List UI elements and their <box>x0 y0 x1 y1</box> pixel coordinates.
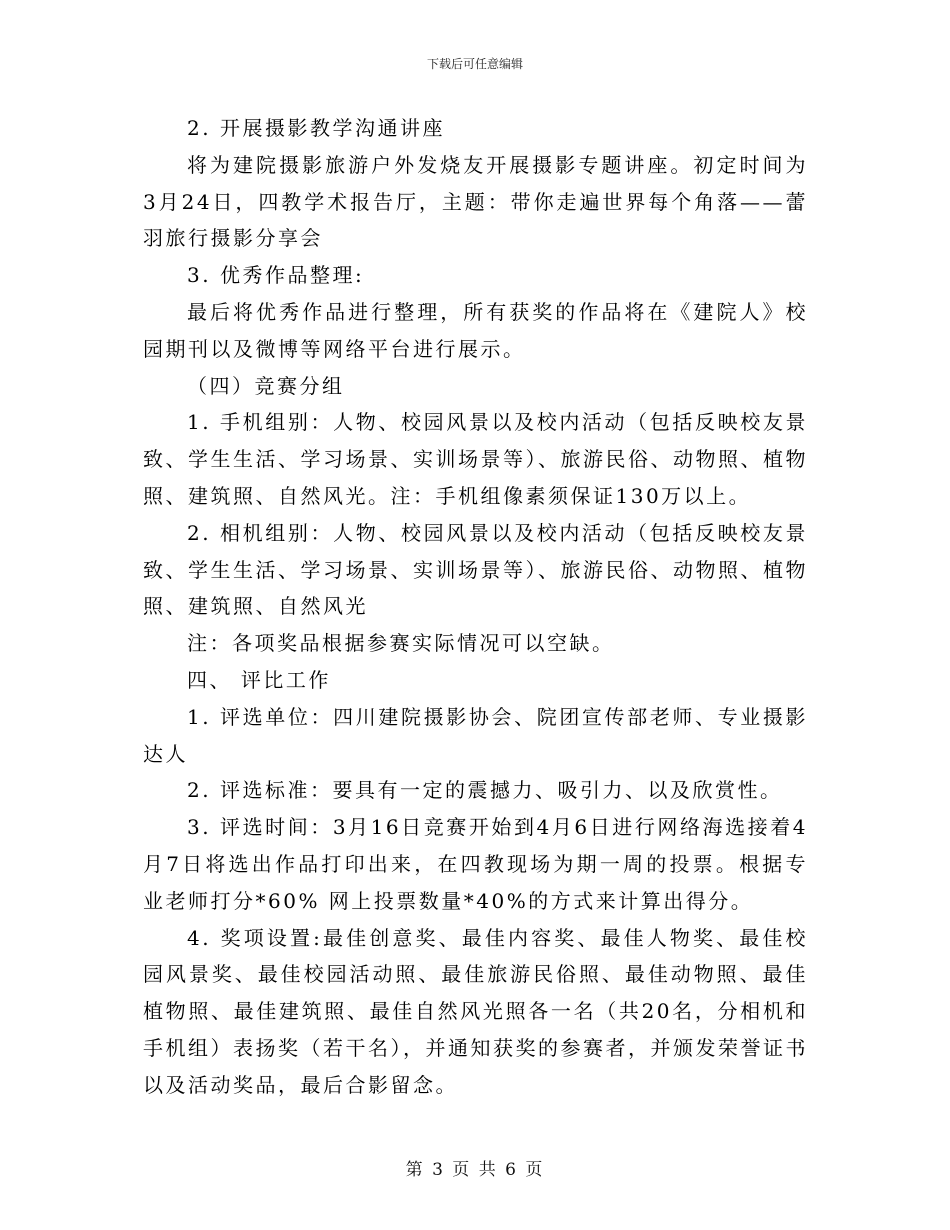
paragraph-lecture-heading: 2. 开展摄影教学沟通讲座 <box>187 116 445 140</box>
section-heading-groups: （四）竞赛分组 <box>187 373 345 398</box>
paragraph-judging-units: 1. 评选单位：四川建院摄影协会、院团宣传部老师、专业摄影达人 <box>143 704 808 766</box>
paragraph-camera-group: 2. 相机组别：人物、校园风景以及校内活动（包括反映校友景致、学生生活、学习场景、实训场景等）、旅游民俗、动物照、植物照、建筑照、自然风光 <box>143 520 808 619</box>
page-number: 第 3 页 共 6 页 <box>405 1160 545 1180</box>
page-header: 下载后可任意编辑 <box>426 57 523 71</box>
paragraph-judging-criteria: 2. 评选标准：要具有一定的震撼力、吸引力、以及欣赏性。 <box>187 778 783 803</box>
paragraph-phone-group: 1. 手机组别：人物、校园风景以及校内活动（包括反映校友景致、学生生活、学习场景、实训场景等）、旅游民俗、动物照、植物照、建筑照、自然风光。注：手机组像素须保证130万以上。 <box>143 410 808 508</box>
paragraph-awards: 4. 奖项设置:最佳创意奖、最佳内容奖、最佳人物奖、最佳校园风景奖、最佳校园活动照、最佳旅游民俗照、最佳动物照、最佳植物照、最佳建筑照、最佳自然风光照各一名（共20名，分相机和手机组）表扬奖（若干名），并通知获奖的参赛者，并颁发荣誉证书以及活动奖品，最后合影留念。 <box>143 925 808 1097</box>
paragraph-works-detail: 最后将优秀作品进行整理，所有获奖的作品将在《建院人》校园期刊以及微博等网络平台进行展示。 <box>143 299 808 361</box>
paragraph-prize-note: 注：各项奖品根据参赛实际情况可以空缺。 <box>187 631 615 656</box>
section-heading-judging: 四、 评比工作 <box>187 667 331 692</box>
paragraph-works-heading: 3. 优秀作品整理: <box>187 263 365 288</box>
document-body <box>143 110 808 1104</box>
paragraph-judging-time: 3. 评选时间：3月16日竞赛开始到4月6日进行网络海选接着4月7日将选出作品打印出来，在四教现场为期一周的投票。根据专业老师打分*60% 网上投票数量*40%的方式来计算出得分。 <box>143 815 808 913</box>
paragraph-lecture-detail: 将为建院摄影旅游户外发烧友开展摄影专题讲座。初定时间为3月24日，四教学术报告厅，主题：带你走遍世界每个角落——蕾羽旅行摄影分享会 <box>143 152 808 251</box>
